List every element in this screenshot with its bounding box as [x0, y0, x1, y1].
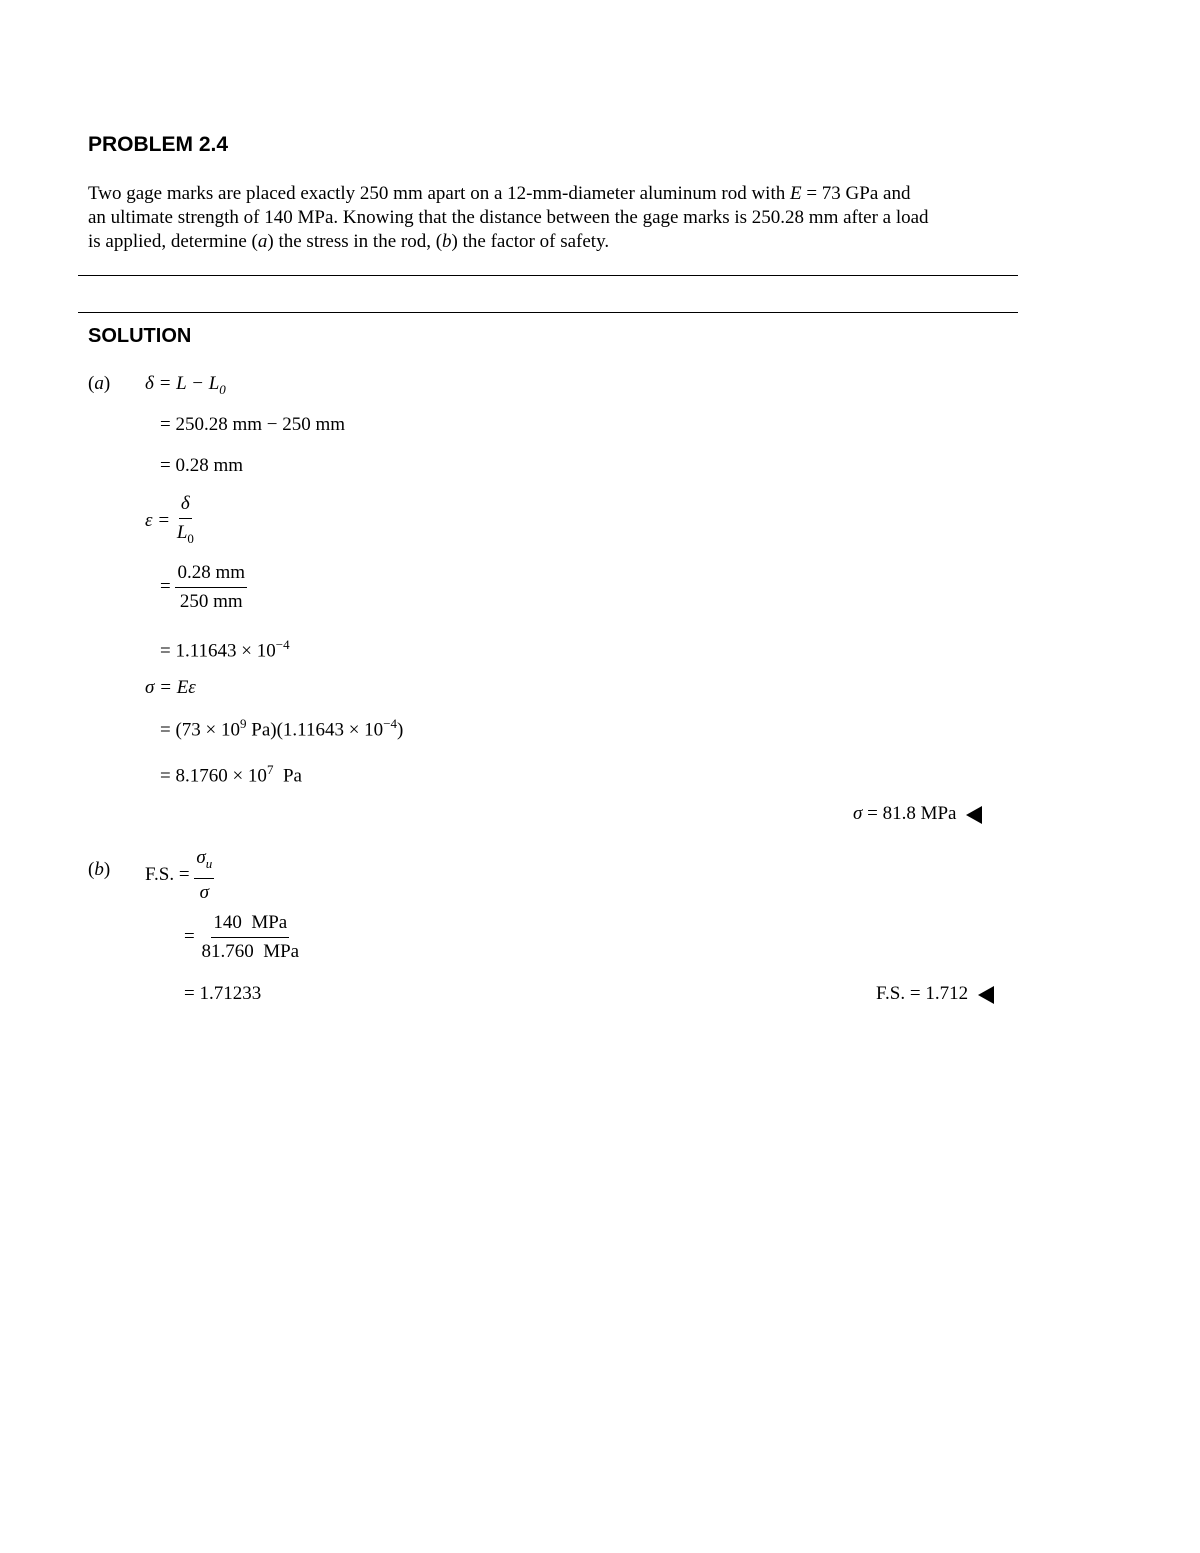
- strain-substitution-fraction: $\frac{0.28 mm}{250 mm}$: [177, 562, 246, 612]
- answer-factor-of-safety: F.S. = 1.712: [876, 983, 994, 1005]
- answer-marker-icon: [966, 806, 982, 824]
- divider-top: [78, 275, 1018, 276]
- part-a-label: (a): [88, 373, 111, 394]
- part-b-label: (b): [88, 859, 111, 880]
- answer-stress: σ = 81.8 MPa: [853, 803, 982, 825]
- eq-stress-definition: σ = Eε: [145, 677, 196, 698]
- eq-fs-definition: F.S. = $\frac{\sigma_u}{\sigma}$: [145, 847, 213, 903]
- eq-strain-result: = $1.11643 \times 10^{-4}$: [160, 637, 290, 662]
- eq-stress-result: = $8.1760 \times 10^7$ Pa: [160, 762, 302, 787]
- problem-statement: [88, 182, 929, 254]
- strain-fraction: $\frac{\delta}{L_0}$: [176, 493, 194, 546]
- answer-marker-icon: [978, 986, 994, 1004]
- eq-strain-substitution: = $\frac{0.28 mm}{250 mm}$: [160, 562, 246, 612]
- eq-fs-result: = 1.71233: [184, 983, 262, 1004]
- fs-substitution-fraction: $\frac{\text{140 MPa}}{\text{81.760 MPa}}$: [201, 912, 300, 962]
- divider-bottom: [78, 312, 1018, 313]
- solution-title: SOLUTION: [88, 325, 192, 347]
- eq-stress-substitution: = ($73 \times 10^9$ $Pa)(1.11643 \times 10^{-4})$: [160, 716, 404, 741]
- statement-line-1: Two gage marks are placed exactly 250 mm apart on a 12-mm-diameter aluminum rod with E = 73 GPa and: [88, 183, 911, 204]
- eq-delta-substitution: = 250.28 mm − 250 mm: [160, 414, 346, 435]
- eq-strain-definition: ε = $\frac{\delta}{L_0}$: [145, 492, 196, 551]
- fs-fraction: $\frac{\sigma_u}{\sigma}$: [196, 847, 213, 903]
- problem-title: PROBLEM 2.4: [88, 133, 229, 156]
- eq-delta-result: = 0.28 mm: [160, 455, 244, 476]
- statement-line-2: an ultimate strength of 140 MPa. Knowing that the distance between the gage marks is 250.28 mm after a load: [88, 207, 929, 228]
- eq-fs-substitution: = $\frac{\text{140 MPa}}{\text{81.760 MPa}}$: [184, 912, 300, 962]
- eq-delta-definition: $\delta = L - L_0$: [145, 373, 226, 397]
- statement-line-3: is applied, determine (a) the stress in the rod, (b) the factor of safety.: [88, 231, 610, 252]
